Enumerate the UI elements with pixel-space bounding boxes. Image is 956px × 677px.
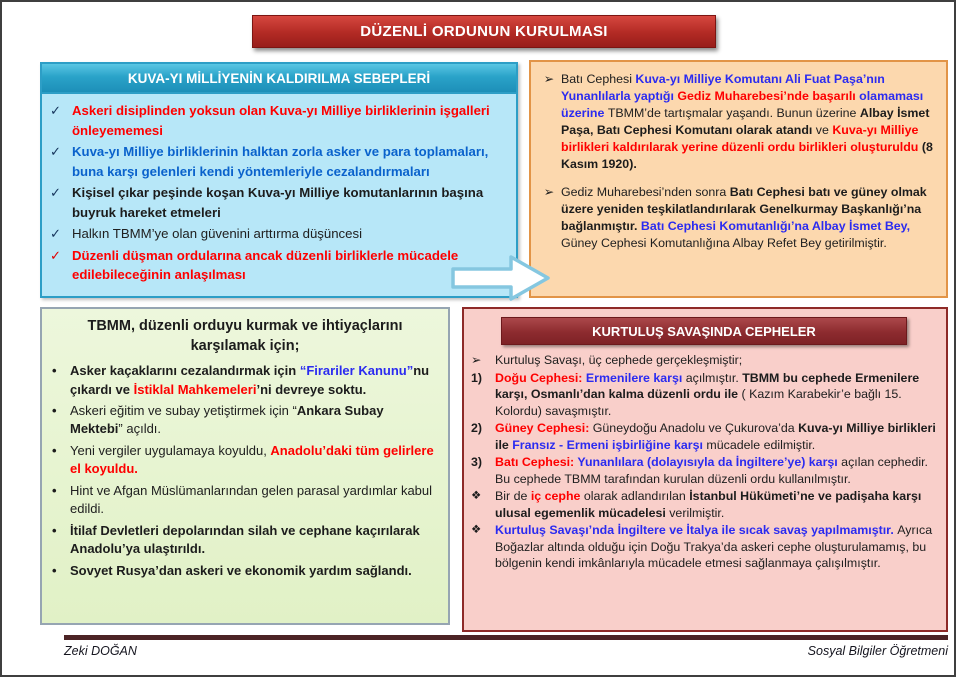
item-number: 2) [471,421,483,435]
text-run: Anadolu’daki tüm gelirlere el koyuldu. [70,442,434,477]
flow-arrow-icon [450,253,552,303]
list-item [52,362,438,399]
text-run: Ayrıca Boğazlar altında olduğu için Doğu Trakya’da askeri cephe oluşturulamamış, bu bölgenin kendi imkânlarıyla mücadele etmesi sağlanmaya çalışılmıştır. [495,523,933,570]
text-run: (8 Kasım 1920). [561,139,933,171]
text-run: olamaması üzerine [561,88,924,120]
text-run: Hint ve Afgan Müslümanlarından gelen parasal yardımlar kabul edildi. [70,482,433,517]
panel-cepheler-header [501,317,907,345]
paragraph [537,71,938,173]
list-item-text [495,352,937,369]
arrow-bullet-icon: ➢ [543,184,555,199]
list-item-text: Askeri disiplinden yoksun olan Kuva-yı Milliye birliklerinin işgalleri önleyememesi [72,103,490,138]
text-run: Asker kaçaklarını cezalandırmak için [70,363,300,379]
list-item-text: Halkın TBMM’ye olan güvenini arttırma düşüncesi [72,226,363,242]
check-icon: ✓ [50,226,62,242]
text-run: Batı Cephesi [561,72,636,86]
panel-bati-cephesi [529,60,948,298]
list-item-text [70,562,438,580]
text-run: Albay İsmet Paşa, Batı Cephesi Komutanı olarak atandı [561,105,930,137]
check-icon: ✓ [50,144,62,160]
panel-kuvayi-milliye-header [42,64,516,94]
text-run: Batı Cephesi Komutanlığı’na Albay İsmet Bey, [640,218,911,233]
footer-role: Sosyal Bilgiler Öğretmeni [807,644,948,658]
list-item-text [495,488,937,521]
item-number: 1) [471,370,483,385]
text-run: Kuva-yı Milliye birlikleri kaldırılarak yerine düzenli ordu birlikleri oluşturuldu [561,122,922,154]
footer-author: Zeki DOĞAN [64,644,137,658]
text-run: Kuva-yı Milliye birlikleri ile [495,421,936,452]
check-icon: ✓ [50,185,62,201]
text-run: Güneydoğu Anadolu ve Çukurova’da [592,421,799,435]
footer [64,644,948,658]
list-item-text [495,370,937,420]
panel-title: TBMM, düzenli orduyu kurmak ve ihtiyaçlarını karşılamak için; [87,318,403,354]
list-item [471,352,937,369]
text-run: Gediz Muharebesi’nden sonra [561,184,730,199]
text-run: Ermenilere karşı [585,370,686,385]
text-run: Ankara Subay Mektebi [70,403,384,437]
list-item-text: Düzenli düşman ordularına ancak düzenli birliklerle mücadele edilebileceğinin anlaşılması [72,247,459,283]
list-item [471,370,937,420]
bullet-icon: • [52,363,57,379]
text-run: Bir de [495,489,531,503]
panel-kuvayi-milliye [40,62,518,298]
text-run: TBMM’de tartışmalar yaşandı. Bunun üzerine [607,105,860,120]
paragraph-text [561,71,938,173]
arrow-bullet-icon: ➢ [471,353,482,367]
list-item [52,442,438,479]
text-run: Kurtuluş Savaşı, üç cephede gerçekleşmiştir; [495,353,743,367]
text-run: Kuva-yı Milliye Komutanı Ali Fuat Paşa’nın Yunanlılarla yaptığı [561,72,885,103]
panel-cepheler [462,307,948,632]
check-icon: ✓ [50,103,62,118]
list-item [471,420,937,453]
text-run: Sovyet Rusya’dan askeri ve ekonomik yardım sağlandı. [70,562,412,578]
list-item [52,402,438,439]
panel-header-label: KUVA-YI MİLLİYENİN KALDIRILMA SEBEPLERİ [127,70,431,86]
text-run: İstiklal Mahkemeleri [133,381,257,397]
bullet-icon: • [52,522,57,538]
text-run: Kurtuluş Savaşı’nda İngiltere ve İtalya ile sıcak savaş yapılmamıştır. [495,523,898,537]
text-run: Güney Cephesi: [495,421,593,435]
list-item-text [70,362,438,399]
list-item [52,482,438,519]
list-item-text [495,522,937,572]
list-item [50,101,508,140]
text-run: mücadele edilmiştir. [706,437,816,452]
bullet-icon: • [52,442,57,458]
list-item-text: Kişisel çıkar peşinde koşan Kuva-yı Milliye komutanlarının başına buyruk hareket etmeleri [72,185,484,220]
text-run: Askeri eğitim ve subay yetiştirmek için “ [70,403,297,419]
list-item-text [70,522,438,559]
diamond-bullet-icon: ❖ [471,490,482,502]
page-title: DÜZENLİ ORDUNUN KURULMASI [360,23,608,40]
text-run: nu çıkardı ve [70,363,430,397]
panel-header-label: KURTULUŞ SAVAŞINDA CEPHELER [592,323,816,339]
list-item [50,246,508,285]
paragraph-text [561,184,938,252]
list-item [50,183,508,222]
list-item-text [70,442,438,479]
text-run: Batı Cephesi: [495,455,578,469]
panel-tbmm-body [52,362,438,580]
text-run: olarak adlandırılan [583,489,690,503]
list-item-text [70,482,438,519]
list-item [52,562,438,580]
text-run: İtilaf Devletleri depolarından silah ve cephane kaçırılarak Anadolu’ya ulaştırıldı. [70,522,420,557]
text-run: Yeni vergiler uygulamaya koyuldu, [70,442,271,458]
text-run: Fransız - Ermeni işbirliğine karşı [512,437,707,452]
list-item-text [70,402,438,439]
text-run: ’ni devreye soktu. [256,381,367,397]
footer-divider [64,635,948,640]
item-number: 3) [471,455,483,469]
text-run: iç cephe [530,489,584,503]
list-item-text: Kuva-yı Milliye birliklerinin halktan zorla asker ve para toplamaları, buna karşı gelenleri kendi yöntemleriyle cezalandırmaları [72,144,489,179]
text-run: ( Kazım Karabekir’e bağlı 15. Kolordu) savaşmıştır. [495,387,902,418]
bullet-icon: • [52,403,57,419]
text-run: TBMM bu cephede Ermenilere karşı, Osmanlı’dan kalma düzenli ordu ile [495,370,920,401]
list-item-text [495,454,937,487]
list-item [50,224,508,244]
text-run: ve [815,122,833,137]
diamond-bullet-icon: ❖ [471,524,482,536]
paragraph [537,184,938,252]
text-run: Yunanlılara (dolayısıyla da İngiltere’ye) karşı [577,455,842,469]
title-banner [252,15,716,48]
list-item [52,522,438,559]
bullet-icon: • [52,562,57,578]
list-item-text [495,420,937,453]
check-icon: ✓ [50,247,62,263]
panel-cepheler-body [471,352,937,572]
text-run: “Firariler Kanunu” [299,363,414,379]
text-run: ” açıldı. [118,421,162,437]
text-run: İstanbul Hükümeti’ne ve padişaha karşı ulusal egemenlik mücadelesi [495,489,922,520]
list-item [471,454,937,487]
bullet-icon: • [52,482,57,498]
text-run: açılan cephedir. Bu cephede TBMM tarafından kurulan düzenli ordu kullanılmıştır. [495,455,928,486]
panel-kuvayi-milliye-body [42,94,516,285]
panel-tbmm-onlemleri [40,307,450,625]
list-item [471,488,937,521]
arrow-bullet-icon: ➢ [543,72,555,86]
text-run: Batı Cephesi batı ve güney olmak üzere yeniden teşkilatlandırılarak Genelkurmay Başkanlığı’na bağlanmıştır. [561,184,927,233]
text-run: Doğu Cephesi: [495,370,586,385]
text-run: verilmiştir. [669,505,725,520]
list-item [471,522,937,572]
list-item [50,142,508,181]
text-run: açılmıştır. [685,370,743,385]
text-run: Gediz Muharebesi’nde başarılı [677,88,860,103]
text-run: Güney Cephesi Komutanlığına Albay Refet Bey getirilmiştir. [561,235,887,250]
